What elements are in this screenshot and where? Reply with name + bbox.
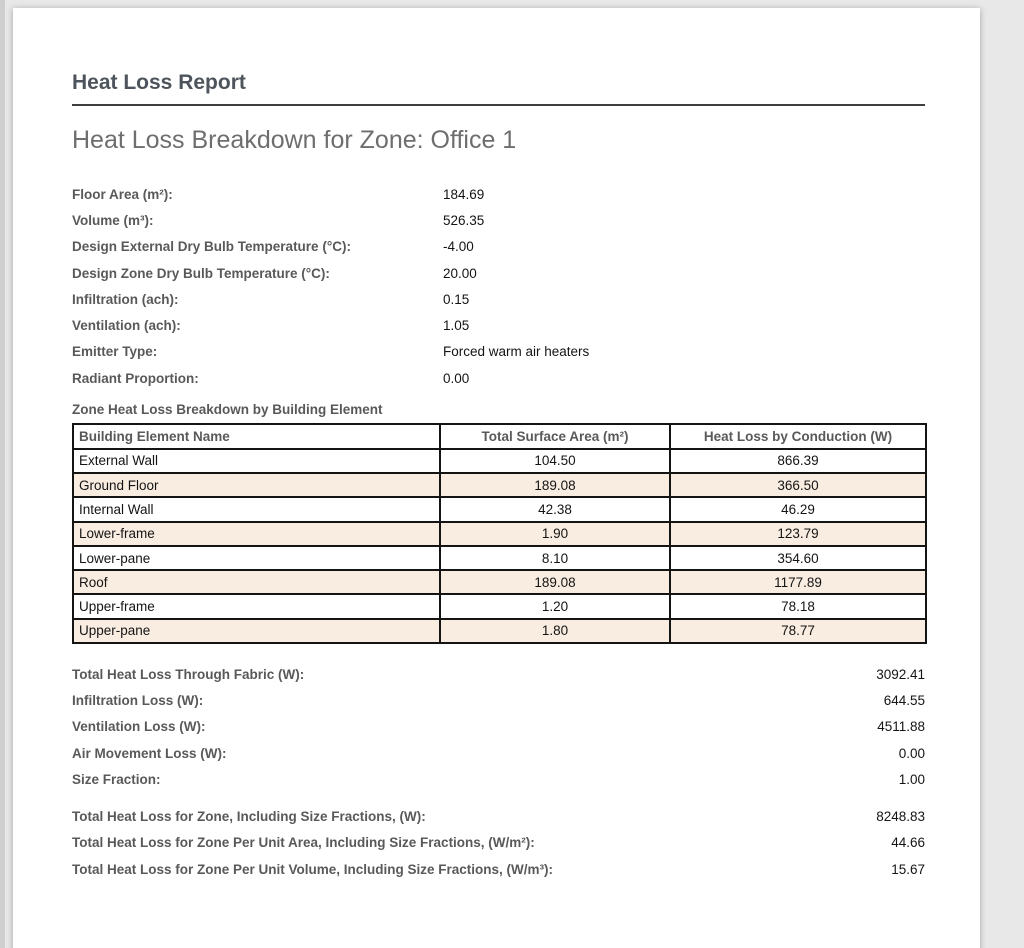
cell-heat-loss: 366.50 <box>670 473 926 497</box>
property-label: Radiant Proportion: <box>72 370 199 386</box>
table-caption: Zone Heat Loss Breakdown by Building Element <box>72 402 383 418</box>
property-row <box>72 207 925 233</box>
cell-surface-area: 189.08 <box>440 570 670 594</box>
zone-totals <box>72 804 925 883</box>
property-label: Floor Area (m²): <box>72 186 173 202</box>
summary-label: Infiltration Loss (W): <box>72 692 204 708</box>
property-row <box>72 339 925 365</box>
property-label: Emitter Type: <box>72 344 158 360</box>
table-row <box>73 449 926 473</box>
report-title: Heat Loss Report <box>72 71 246 94</box>
table-header-row <box>73 424 926 448</box>
cell-heat-loss: 866.39 <box>670 449 926 473</box>
property-row <box>72 234 925 260</box>
summary-row <box>72 740 925 766</box>
breakdown-table <box>72 423 927 644</box>
property-value: 0.15 <box>443 291 470 307</box>
cell-heat-loss: 1177.89 <box>670 570 926 594</box>
zone-properties <box>72 181 925 391</box>
cell-element-name: Internal Wall <box>73 497 440 521</box>
table-row <box>73 522 926 546</box>
cell-heat-loss: 123.79 <box>670 522 926 546</box>
total-value: 8248.83 <box>876 809 925 825</box>
property-value: Forced warm air heaters <box>443 344 590 360</box>
table-row <box>73 473 926 497</box>
report-content <box>13 8 980 882</box>
table-row <box>73 497 926 521</box>
property-label: Design Zone Dry Bulb Temperature (°C): <box>72 265 330 281</box>
table-row <box>73 619 926 643</box>
property-value: 1.05 <box>443 318 470 334</box>
summary-value: 1.00 <box>898 771 925 787</box>
summary-row <box>72 661 925 687</box>
summary-row <box>72 714 925 740</box>
summary-label: Air Movement Loss (W): <box>72 745 227 761</box>
cell-surface-area: 1.20 <box>440 594 670 618</box>
window-left-edge <box>0 0 5 948</box>
cell-surface-area: 1.80 <box>440 619 670 643</box>
property-value: 184.69 <box>443 186 485 202</box>
cell-element-name: Upper-pane <box>73 619 440 643</box>
total-label: Total Heat Loss for Zone Per Unit Volume, Including Size Fractions, (W/m³): <box>72 861 554 877</box>
total-value: 15.67 <box>891 861 925 877</box>
total-row <box>72 830 925 856</box>
cell-surface-area: 42.38 <box>440 497 670 521</box>
column-header-heat-loss: Heat Loss by Conduction (W) <box>670 424 926 448</box>
cell-heat-loss: 78.77 <box>670 619 926 643</box>
summary-row <box>72 687 925 713</box>
cell-heat-loss: 78.18 <box>670 594 926 618</box>
cell-element-name: External Wall <box>73 449 440 473</box>
total-label: Total Heat Loss for Zone, Including Size Fractions, (W): <box>72 809 426 825</box>
table-row <box>73 546 926 570</box>
summary-label: Ventilation Loss (W): <box>72 719 206 735</box>
property-row <box>72 286 925 312</box>
summary-label: Size Fraction: <box>72 771 161 787</box>
cell-surface-area: 1.90 <box>440 522 670 546</box>
cell-surface-area: 189.08 <box>440 473 670 497</box>
cell-surface-area: 104.50 <box>440 449 670 473</box>
property-row <box>72 181 925 207</box>
table-row <box>73 594 926 618</box>
cell-element-name: Ground Floor <box>73 473 440 497</box>
cell-heat-loss: 46.29 <box>670 497 926 521</box>
property-label: Volume (m³): <box>72 212 154 228</box>
property-value: 20.00 <box>443 265 477 281</box>
property-label: Infiltration (ach): <box>72 291 179 307</box>
property-row <box>72 312 925 338</box>
cell-element-name: Lower-frame <box>73 522 440 546</box>
column-header-element-name: Building Element Name <box>73 424 440 448</box>
zone-subtitle: Heat Loss Breakdown for Zone: Office 1 <box>72 126 517 154</box>
report-header <box>72 71 925 106</box>
property-row <box>72 365 925 391</box>
column-header-surface-area: Total Surface Area (m²) <box>440 424 670 448</box>
cell-element-name: Lower-pane <box>73 546 440 570</box>
table-row <box>73 570 926 594</box>
cell-surface-area: 8.10 <box>440 546 670 570</box>
property-label: Ventilation (ach): <box>72 318 181 334</box>
summary-value: 3092.41 <box>876 666 925 682</box>
summary-label: Total Heat Loss Through Fabric (W): <box>72 666 305 682</box>
total-value: 44.66 <box>891 835 925 851</box>
total-row <box>72 856 925 882</box>
summary-value: 4511.88 <box>877 719 925 735</box>
total-row <box>72 804 925 830</box>
property-label: Design External Dry Bulb Temperature (°C): <box>72 239 351 255</box>
loss-summary <box>72 661 925 792</box>
cell-element-name: Upper-frame <box>73 594 440 618</box>
report-page <box>13 8 980 948</box>
property-value: 0.00 <box>443 370 470 386</box>
property-value: 526.35 <box>443 212 485 228</box>
total-label: Total Heat Loss for Zone Per Unit Area, Including Size Fractions, (W/m²): <box>72 835 535 851</box>
property-row <box>72 260 925 286</box>
summary-row <box>72 766 925 792</box>
summary-value: 644.55 <box>883 692 925 708</box>
property-value: -4.00 <box>443 239 474 255</box>
cell-element-name: Roof <box>73 570 440 594</box>
summary-value: 0.00 <box>898 745 925 761</box>
cell-heat-loss: 354.60 <box>670 546 926 570</box>
